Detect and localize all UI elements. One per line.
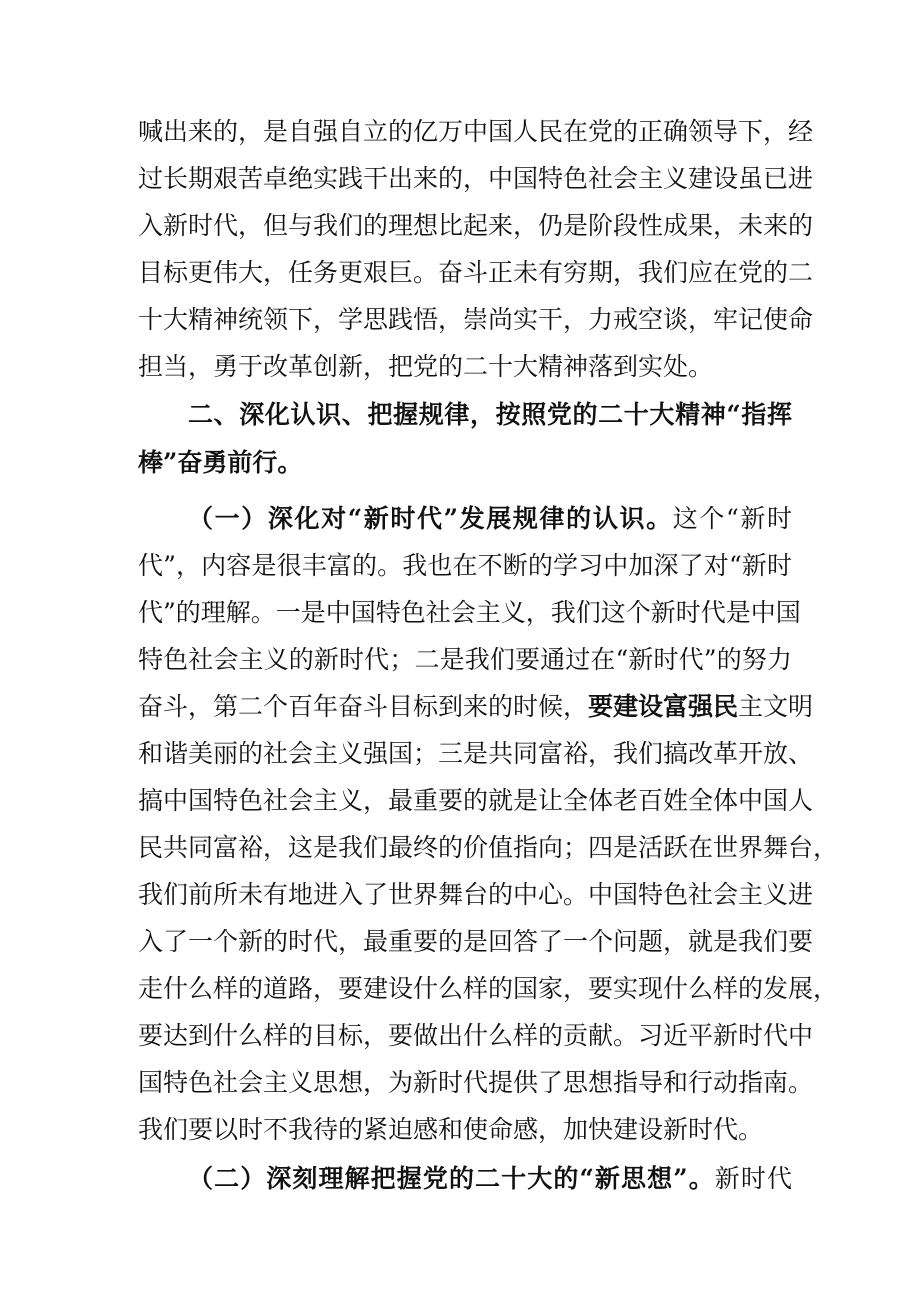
paragraph-line: 国特色社会主义思想，为新时代提供了思想指导和行动指南。	[138, 1068, 814, 1097]
paragraph-line: 入新时代，但与我们的理想比起来，仍是阶段性成果，未来的	[138, 211, 814, 240]
paragraph-line: 搞中国特色社会主义，最重要的就是让全体老百姓全体中国人	[138, 786, 814, 815]
paragraph-line: 民共同富裕，这是我们最终的价值指向；四是活跃在世界舞台，	[138, 833, 839, 862]
paragraph-line: 我们前所未有地进入了世界舞台的中心。中国特色社会主义进	[138, 880, 814, 909]
subsection-title-line	[188, 502, 792, 536]
paragraph-line: 要达到什么样的目标，要做出什么样的贡献。习近平新时代中	[138, 1021, 814, 1050]
subsection-text: 这个“新时	[672, 504, 792, 533]
paragraph-line: 代”的理解。一是中国特色社会主义，我们这个新时代是中国	[138, 598, 801, 627]
subsection-title-line	[188, 1162, 792, 1196]
paragraph-line: 担当，勇于改革创新，把党的二十大精神落到实处。	[138, 352, 714, 381]
paragraph-line: 走什么样的道路，要建设什么样的国家，要实现什么样的发展，	[138, 974, 839, 1003]
paragraph-line: 喊出来的，是自强自立的亿万中国人民在党的正确领导下，经	[138, 117, 814, 146]
paragraph-line	[138, 690, 814, 724]
paragraph-line: 代”，内容是很丰富的。我也在不断的学习中加深了对“新时	[138, 551, 792, 580]
subsection-title: （二）深刻理解把握党的二十大的“新思想”。	[188, 1164, 715, 1193]
subsection-title: （一）深化对“新时代”发展规律的认识。	[188, 504, 673, 533]
paragraph-line: 过长期艰苦卓绝实践干出来的，中国特色社会主义建设虽已进	[138, 164, 814, 193]
inline-text: 奋斗，第二个百年奋斗目标到来的时候，	[138, 692, 589, 721]
subsection-text: 新时代	[714, 1164, 792, 1193]
paragraph-line: 和谐美丽的社会主义强国；三是共同富裕，我们搞改革开放、	[138, 739, 814, 768]
paragraph-line: 入了一个新的时代，最重要的是回答了一个问题，就是我们要	[138, 927, 814, 956]
paragraph-line: 目标更伟大，任务更艰巨。奋斗正未有穷期，我们应在党的二	[138, 258, 814, 287]
paragraph-line: 特色社会主义的新时代；二是我们要通过在“新时代”的努力	[138, 645, 792, 674]
section-heading: 二、深化认识、把握规律，按照党的二十大精神“指挥	[188, 400, 792, 429]
paragraph-line: 我们要以时不我待的紧迫感和使命感，加快建设新时代。	[138, 1115, 764, 1144]
inline-text: 主文明	[738, 692, 814, 721]
section-heading: 棒”奋勇前行。	[138, 448, 303, 477]
paragraph-line: 十大精神统领下，学思践悟，崇尚实干，力戒空谈，牢记使命	[138, 305, 814, 334]
bold-phrase: 要建设富强民	[588, 692, 739, 721]
